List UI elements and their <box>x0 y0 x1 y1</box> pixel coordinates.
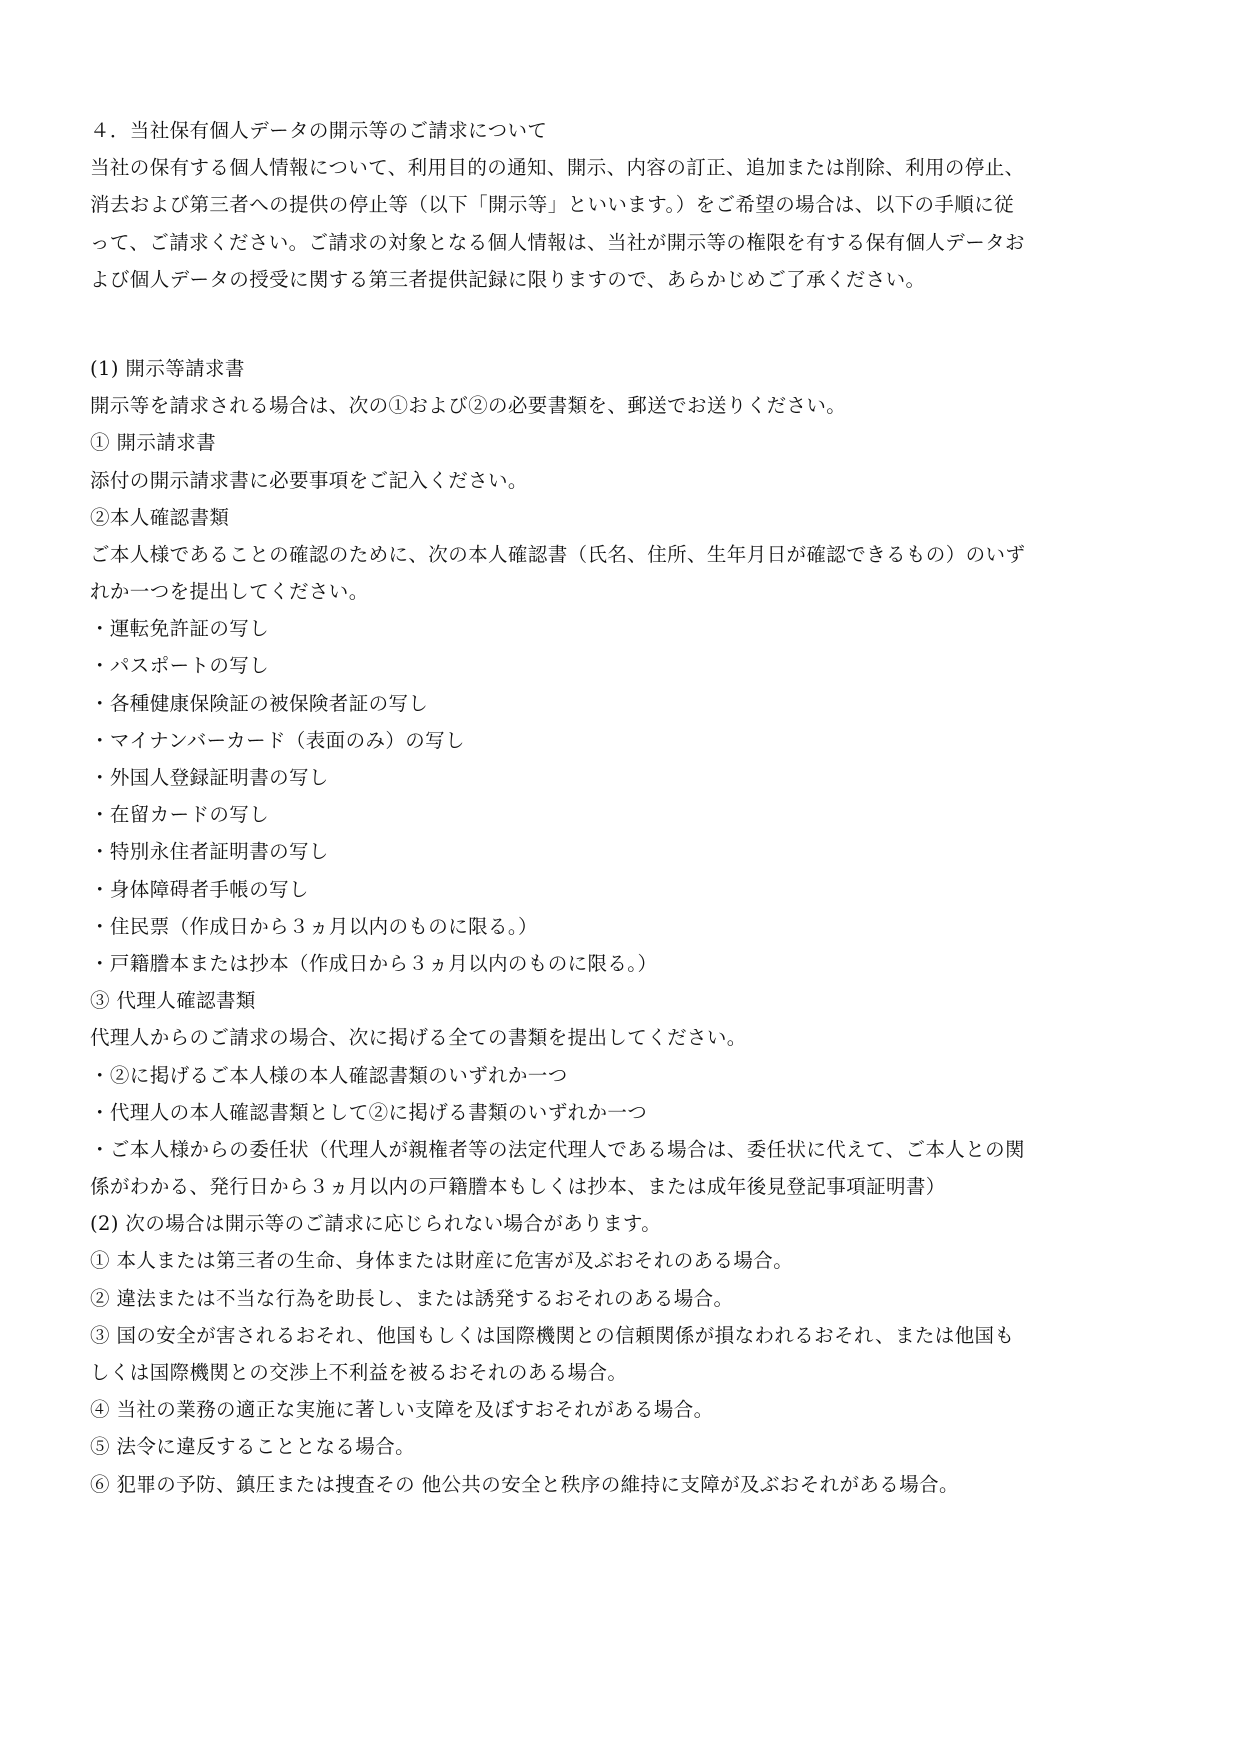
paragraph-text: 代理人からのご請求の場合、次に掲げる全ての書類を提出してください。 <box>90 1026 747 1050</box>
case-item: ② 違法または不当な行為を助長し、または誘発するおそれのある場合。 <box>90 1286 734 1310</box>
paragraph-text: れか一つを提出してください。 <box>90 580 369 604</box>
list-item: ・運転免許証の写し <box>90 617 270 641</box>
intro-line: 当社の保有する個人情報について、利用目的の通知、開示、内容の訂正、追加または削除、利用の停止、 <box>90 156 1025 180</box>
subsection-heading: (1) 開示等請求書 <box>90 356 245 380</box>
list-item: ・各種健康保険証の被保険者証の写し <box>90 691 429 715</box>
subsection-heading: (2) 次の場合は開示等のご請求に応じられない場合があります。 <box>90 1212 662 1236</box>
case-item: ⑤ 法令に違反することとなる場合。 <box>90 1435 415 1459</box>
intro-line: よび個人データの授受に関する第三者提供記録に限りますので、あらかじめご了承ください。 <box>90 267 926 291</box>
list-item: ・戸籍謄本または抄本（作成日から３ヵ月以内のものに限る。） <box>90 951 658 975</box>
intro-line: って、ご請求ください。ご請求の対象となる個人情報は、当社が開示等の権限を有する保有個人データお <box>90 230 1025 254</box>
list-item: ・パスポートの写し <box>90 654 270 678</box>
case-item: しくは国際機関との交渉上不利益を被るおそれのある場合。 <box>90 1361 628 1384</box>
paragraph-gap <box>90 298 1125 350</box>
case-item: ④ 当社の業務の適正な実施に著しい支障を及ぼすおそれがある場合。 <box>90 1398 714 1422</box>
document-page <box>90 112 1125 1503</box>
list-item: ・特別永住者証明書の写し <box>90 840 329 864</box>
list-item: ・代理人の本人確認書類として②に掲げる書類のいずれか一つ <box>90 1100 648 1124</box>
case-item: ③ 国の安全が害されるおそれ、他国もしくは国際機関との信頼関係が損なわれるおそれ、または他国も <box>90 1323 1015 1347</box>
list-item: ・住民票（作成日から３ヵ月以内のものに限る。） <box>90 914 538 938</box>
item-title: ① 開示請求書 <box>90 431 216 455</box>
case-item: ① 本人または第三者の生命、身体または財産に危害が及ぶおそれのある場合。 <box>90 1249 794 1273</box>
paragraph-text: ご本人様であることの確認のために、次の本人確認書（氏名、住所、生年月日が確認できるもの）のいず <box>90 542 1026 566</box>
list-item: ・ご本人様からの委任状（代理人が親権者等の法定代理人である場合は、委任状に代えて、ご本人との関 <box>90 1137 1025 1161</box>
paragraph-text: 添付の開示請求書に必要事項をご記入ください。 <box>90 468 528 492</box>
list-item: ・外国人登録証明書の写し <box>90 766 329 789</box>
section-heading: ４．当社保有個人データの開示等のご請求について <box>90 119 548 142</box>
list-item: ・在留カードの写し <box>90 803 270 827</box>
item-title: ②本人確認書類 <box>90 505 230 529</box>
intro-line: 消去および第三者への提供の停止等（以下「開示等」といいます。）をご希望の場合は、以下の手順に従 <box>90 193 1014 217</box>
case-item: ⑥ 犯罪の予防、鎮圧または捜査その 他公共の安全と秩序の維持に支障が及ぶおそれがある場合。 <box>90 1472 959 1496</box>
list-item: ・マイナンバーカード（表面のみ）の写し <box>90 728 465 752</box>
item-title: ③ 代理人確認書類 <box>90 989 256 1013</box>
list-item: ・②に掲げるご本人様の本人確認書類のいずれか一つ <box>90 1063 568 1087</box>
list-item: ・身体障碍者手帳の写し <box>90 877 309 901</box>
paragraph-text: 開示等を請求される場合は、次の①および②の必要書類を、郵送でお送りください。 <box>90 394 847 418</box>
list-item: 係がわかる、発行日から３ヵ月以内の戸籍謄本もしくは抄本、または成年後見登記事項証明書） <box>90 1175 946 1199</box>
